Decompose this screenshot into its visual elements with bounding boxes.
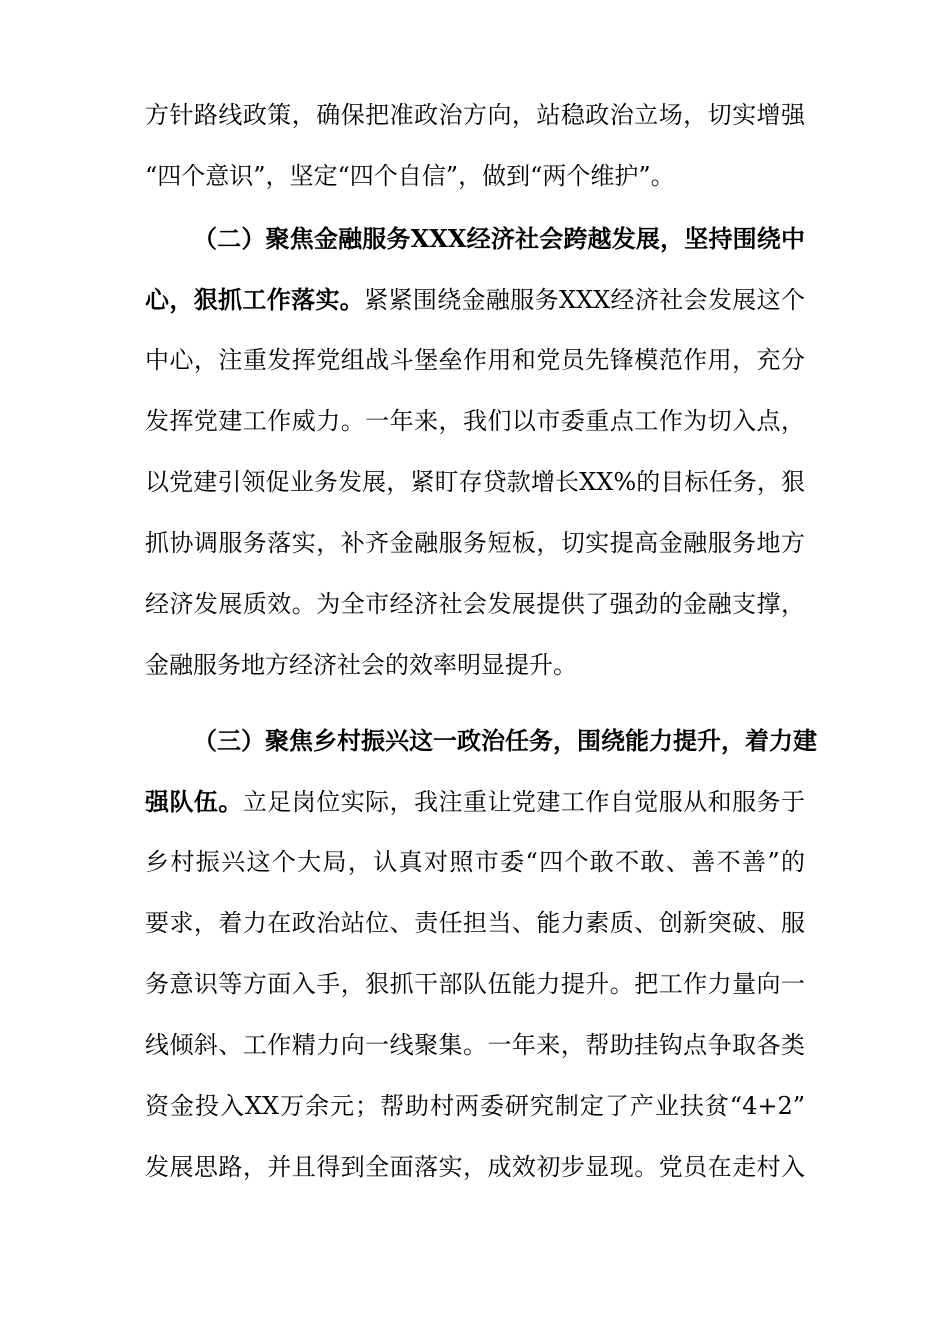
text-line-tail: 立足岗位实际，我注重让党建工作自觉服从和服务于 [242, 788, 806, 816]
section-heading-2-tail: 心，狠抓工作落实。 [145, 285, 365, 314]
text-line: 金融服务地方经济社会的效率明显提升。 [145, 651, 577, 679]
text-line: 中心，注重发挥党组战斗堡垒作用和党员先锋模范作用，充分 [145, 346, 805, 374]
paragraph-3 [145, 710, 817, 1198]
paragraph-2 [145, 208, 805, 696]
text-line: 资金投入XX万余元；帮助村两委研究制定了产业扶贫“4+2” [145, 1092, 805, 1120]
text-line [145, 771, 805, 832]
text-line: 以党建引领促业务发展，紧盯存贷款增长XX%的目标任务，狠 [145, 468, 805, 496]
paragraph-1 [145, 85, 805, 207]
text-line: 方针路线政策，确保把准政治方向，站稳政治立场，切实增强 [145, 101, 805, 129]
text-line-tail: 紧紧围绕金融服务XXX经济社会发展这个 [364, 286, 806, 314]
section-heading-3: （三）聚焦乡村振兴这一政治任务，围绕能力提升，着力建 [193, 726, 817, 755]
text-line: 务意识等方面入手，狠抓干部队伍能力提升。把工作力量向一 [145, 970, 805, 998]
text-line: 乡村振兴这个大局，认真对照市委“四个敢不敢、善不善”的 [145, 848, 805, 876]
text-line: 抓协调服务落实，补齐金融服务短板，切实提高金融服务地方 [145, 529, 805, 557]
text-line: 要求，着力在政治站位、责任担当、能力素质、创新突破、服 [145, 909, 805, 937]
text-line: 经济发展质效。为全市经济社会发展提供了强劲的金融支撑， [145, 590, 805, 618]
text-line: 线倾斜、工作精力向一线聚集。一年来，帮助挂钩点争取各类 [145, 1031, 805, 1059]
section-heading-2: （二）聚焦金融服务XXX经济社会跨越发展，坚持围绕中 [193, 224, 805, 253]
text-line [145, 269, 805, 330]
section-heading-3-tail: 强队伍。 [145, 787, 243, 816]
text-line: 发挥党建工作威力。一年来，我们以市委重点工作为切入点， [145, 407, 805, 435]
text-line: “四个意识”，坚定“四个自信”，做到“两个维护”。 [145, 162, 675, 190]
text-line: 发展思路，并且得到全面落实，成效初步显现。党员在走村入 [145, 1153, 805, 1181]
